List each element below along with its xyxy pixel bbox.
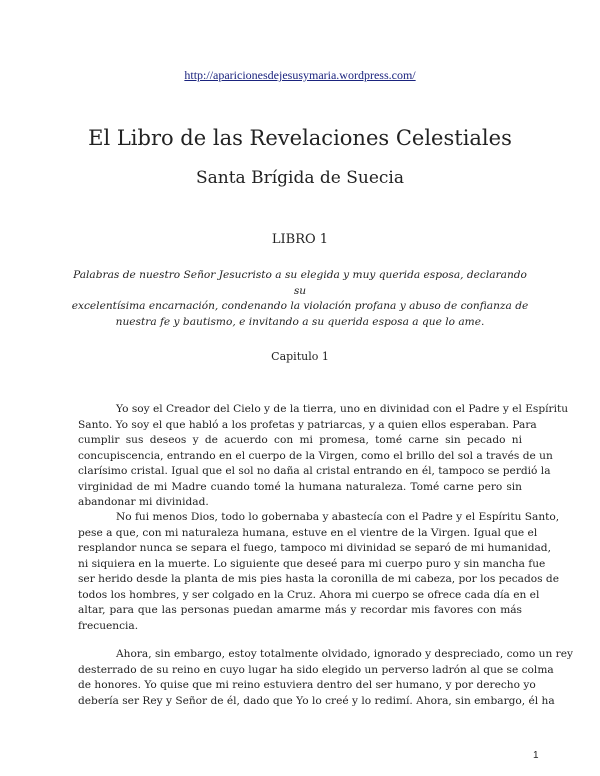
paragraph-2 [78,510,560,634]
text-line: abandonar mi divinidad. [78,496,209,508]
text-line: Santo. Yo soy el que habló a los profetas y patriarcas, y a quien ellos esperaban. Para [78,418,537,431]
text-line: resplandor nunca se separa el fuego, tampoco mi divinidad se separó de mi humanidad, [78,542,551,554]
text-line: cumplir sus deseos y de acuerdo con mi promesa, tomé carne sin pecado ni [78,434,522,446]
paragraph-3 [78,647,574,709]
chapter-heading: Capitulo 1 [271,350,329,363]
text-line: virginidad de mi Madre cuando tomé la humana naturaleza. Tomé carne pero sin [78,480,522,493]
text-line: ni siquiera en la muerte. Lo siguiente que deseé para mi cuerpo puro y sin mancha fue [78,557,546,570]
source-link[interactable]: http://aparicionesdejesusymaria.wordpress.com/ [184,68,416,82]
text-line: No fui menos Dios, todo lo gobernaba y abastecía con el Padre y el Espíritu Santo, [116,511,560,523]
text-line: debería ser Rey y Señor de él, dado que Yo lo creé y lo redimí. Ahora, sin embargo, él ha [78,694,555,707]
text-line: concupiscencia, entrando en el cuerpo de la Virgen, como el brillo del sol a través de un [78,449,553,462]
text-line: clarísimo cristal. Igual que el sol no daña al cristal entrando en él, tampoco se perdió la [78,465,551,477]
text-line: Yo soy el Creador del Cielo y de la tierra, uno en divinidad con el Padre y el Espíritu [116,403,569,415]
intro-line: excelentísima encarnación, condenando la violación profana y abuso de confianza de [71,300,529,312]
text-line: altar, para que las personas puedan amarme más y recordar mis favores con más [78,604,522,616]
text-line: ser herido desde la planta de mis pies hasta la coronilla de mi cabeza, por los pecados de [78,573,559,585]
intro-summary [70,268,530,330]
source-url [0,68,600,83]
text-line: desterrado de su reino en cuyo lugar ha sido elegido un perverso ladrón al que se colma [78,663,554,676]
text-line: de honores. Yo quise que mi reino estuviera dentro del ser humano, y por derecho yo [78,679,536,691]
page-number: 1 [533,750,539,761]
document-author: Santa Brígida de Suecia [196,168,404,188]
intro-line: nuestra fe y bautismo, e invitando a su querida esposa a que lo ame. [115,315,485,328]
text-line: pese a que, con mi naturaleza humana, estuve en el vientre de la Virgen. Igual que el [78,526,538,539]
intro-line: Palabras de nuestro Señor Jesucristo a su elegida y muy querida esposa, declarando su [73,269,527,297]
text-line: todos los hombres, y ser colgado en la Cruz. Ahora mi cuerpo se ofrece cada día en el [78,588,540,601]
text-line: frecuencia. [78,619,139,632]
paragraph-1 [78,402,569,511]
document-title: El Libro de las Revelaciones Celestiales [88,126,512,150]
book-heading: LIBRO 1 [271,232,329,247]
text-line: Ahora, sin embargo, estoy totalmente olvidado, ignorado y despreciado, como un rey [116,648,574,660]
